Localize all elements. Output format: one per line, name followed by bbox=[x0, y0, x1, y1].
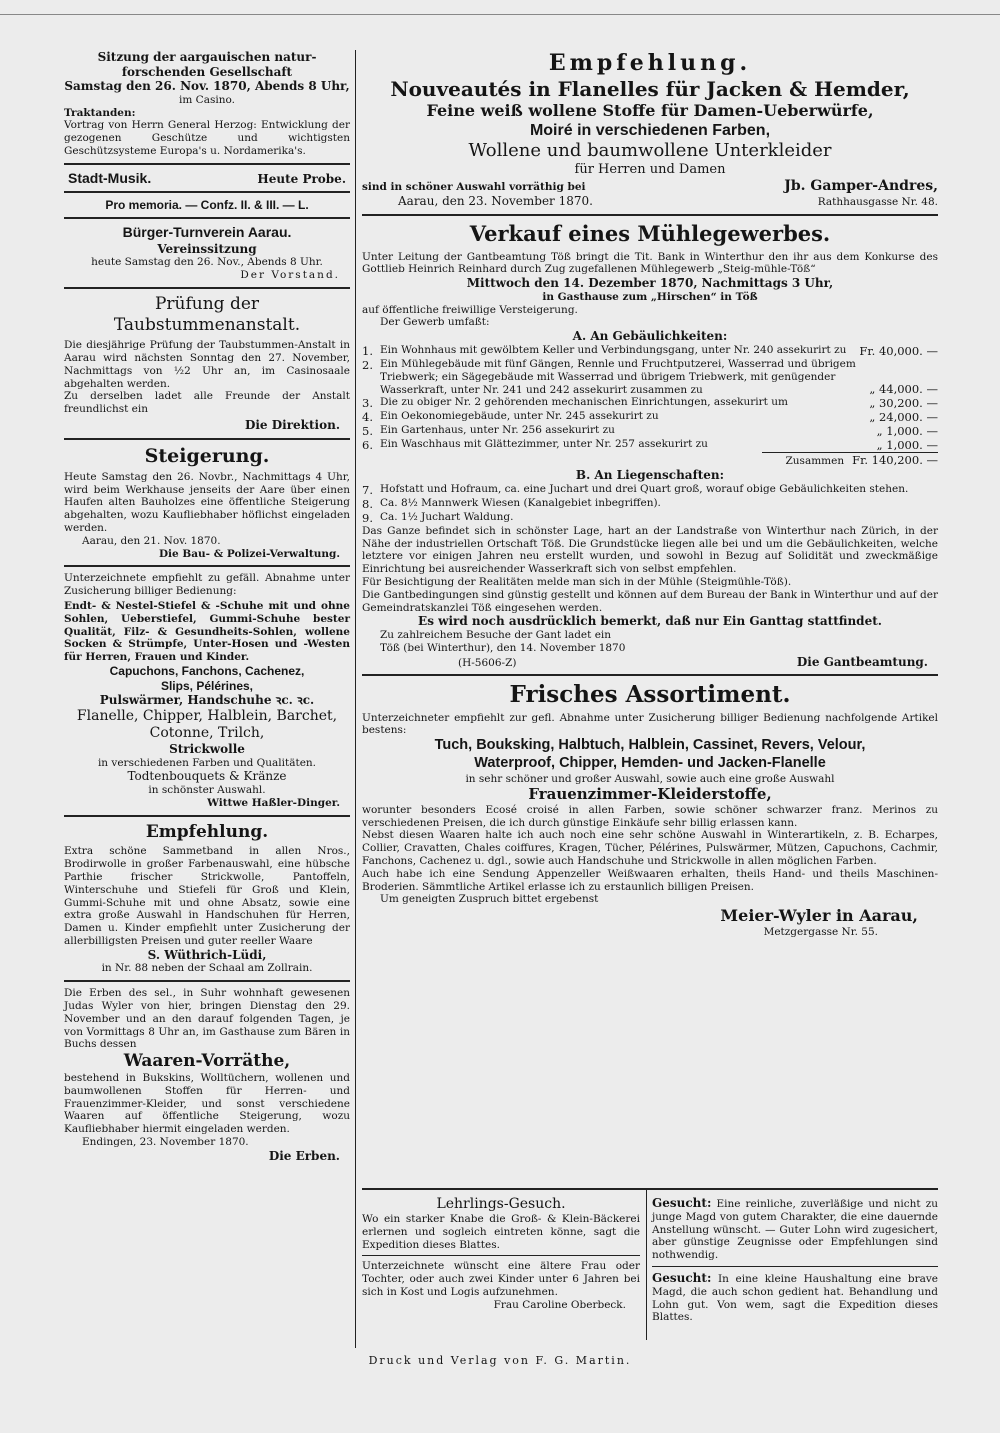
verkauf-total-row bbox=[762, 452, 938, 468]
hassler-line-2: Slips, Pélérines, bbox=[160, 678, 254, 693]
gesucht1-head: Gesucht: bbox=[652, 1196, 712, 1210]
verkauf-date-1: Mittwoch den 14. Dezember 1870, Nachmittags 3 Uhr, bbox=[466, 276, 834, 291]
hassler-line-1: Capuchons, Fanchons, Cachenez, bbox=[109, 663, 305, 678]
gesucht1 bbox=[652, 1196, 938, 1262]
pruefung-text-2: Zu derselben ladet alle Freunde der Anstalt freundlichst ein bbox=[64, 390, 350, 416]
ad-empfehlung-wuethrich bbox=[64, 822, 350, 976]
divider bbox=[362, 1188, 938, 1190]
box-left bbox=[362, 1196, 640, 1312]
divider bbox=[362, 674, 938, 676]
steigerung-sign: Die Bau- & Polizei-Verwaltung. bbox=[158, 547, 340, 560]
stadtmusik-text: Heute Probe. bbox=[257, 171, 346, 186]
ad-erben bbox=[64, 987, 350, 1163]
steigerung-text: Heute Samstag den 26. Novbr., Nachmittags 4 Uhr, wird beim Werkhause jenseits der Aare über einen Haufen alten Bauholzes eine öffentliche Steigerung abgehalten, wozu Kaufliebhaber höflichst eingeladen werden. bbox=[64, 470, 350, 535]
divider bbox=[64, 163, 350, 165]
frisches-line-1: Tuch, Bouksking, Halbtuch, Halblein, Cassinet, Revers, Velour, bbox=[434, 737, 866, 754]
divider bbox=[64, 438, 350, 440]
hassler-sign: Wittwe Haßler-Dinger. bbox=[207, 796, 340, 809]
divider bbox=[64, 217, 350, 219]
turnverein-text: heute Samstag den 26. Nov., Abends 8 Uhr. bbox=[91, 256, 323, 269]
list-item: 2. Ein Mühlegebäude mit fünf Gängen, Rennle und Fruchtputzerei, Wasserrad und übrigem Triebwerk; ein Sägegebäude mit Wasserrad und übrigem Triebwerk, mit genügender Wasserkraft, unter Nr. 241 und 242 assekurirt zusammen zu „ 44,000. — bbox=[362, 357, 938, 397]
left-column bbox=[64, 50, 350, 1163]
sitzung-place: im Casino. bbox=[179, 93, 235, 106]
frisches-line-3: in sehr schöner und großer Auswahl, sowie auch eine große Auswahl bbox=[465, 772, 835, 785]
verkauf-sign: Die Gantbeamtung. bbox=[796, 654, 928, 669]
verkauf-code: (H-5606-Z) bbox=[458, 656, 517, 669]
ad-gamper bbox=[362, 50, 938, 208]
divider bbox=[362, 1255, 640, 1256]
list-item: 7. Hofstatt und Hofraum, ca. eine Juchart und drei Quart groß, worauf obige Gebäulichkeiten stehen. bbox=[362, 482, 909, 497]
empf-sign: S. Wüthrich-Lüdi, bbox=[147, 947, 267, 962]
frisches-p3: Auch habe ich eine Sendung Appenzeller Weißwaaren erhalten, theils Hand- und theils Maschinen-Broderien. Sämmtliche Artikel erlasse ich zu erstaunlich billigen Preisen. bbox=[362, 867, 938, 893]
verkauf-zusammen: Zusammen bbox=[785, 455, 845, 468]
pruefung-text: Die diesjährige Prüfung der Taubstummen-Anstalt in Aarau wird nächsten Sonntag den 27. November, Nachmittags von ½2 Uhr an, im Casinosaale abgehalten werden. bbox=[64, 339, 350, 390]
verkauf-p4: Es wird noch ausdrücklich bemerkt, daß nur Ein Ganttag stattfindet. bbox=[418, 614, 882, 629]
gamper-line-5: für Herren und Damen bbox=[574, 162, 726, 178]
gamper-title: Empfehlung. bbox=[548, 50, 752, 76]
sitzung-text: Vortrag von Herrn General Herzog: Entwicklung der gezogenen Geschütze und wichtigsten Geschützsysteme Europa's u. Nordamerika's. bbox=[64, 119, 350, 158]
verkauf-title: Verkauf eines Mühlegewerbes. bbox=[469, 221, 831, 247]
verkauf-umfasst: Der Gewerb umfaßt: bbox=[380, 316, 490, 329]
lehrling-title: Lehrlings-Gesuch. bbox=[436, 1196, 566, 1212]
verkauf-total: Fr. 140,200. — bbox=[852, 453, 938, 468]
erben-text-2: bestehend in Bukskins, Wolltüchern, wollenen und baumwollenen Stoffen für Herren- und Frauenzimmer-Kleider, und sonst verschiedene Waaren auf öffentliche Steigerung, wozu Kaufliebhaber hiermit eingeladen werden. bbox=[64, 1071, 350, 1136]
hassler-line-6: Strickwolle bbox=[169, 742, 245, 757]
hassler-line-3: Pulswärmer, Handschuhe ꝛc. ꝛc. bbox=[99, 693, 315, 708]
verkauf-sign-row bbox=[362, 655, 938, 669]
verkauf-p6: Töß (bei Winterthur), den 14. November 1870 bbox=[380, 641, 626, 654]
empf-title: Empfehlung. bbox=[145, 821, 269, 842]
gesucht2-text: In eine kleine Haushaltung eine brave Magd, die auch schon gedient hat. Behandlung und Lohn gut. Von wem, sagt die Expedition dieses Blattes. bbox=[652, 1272, 938, 1324]
gamper-date: Aarau, den 23. November 1870. bbox=[398, 194, 593, 209]
ad-verkauf bbox=[362, 221, 938, 669]
list-item: 9. Ca. 1½ Juchart Waldung. bbox=[362, 510, 514, 525]
divider bbox=[64, 980, 350, 982]
pruefung-title: Prüfung der Taubstummenanstalt. bbox=[113, 293, 301, 335]
list-item: 3. Die zu obiger Nr. 2 gehörenden mechanischen Einrichtungen, assekurirt um „ 30,200. — bbox=[362, 396, 938, 411]
hassler-line-4: Flanelle, Chipper, Halblein, Barchet, bbox=[76, 707, 338, 724]
pruefung-sign: Die Direktion. bbox=[244, 418, 340, 433]
divider bbox=[362, 214, 938, 216]
erben-date: Endingen, 23. November 1870. bbox=[82, 1135, 249, 1148]
verkauf-items-a bbox=[362, 344, 938, 468]
hassler-line-7: in verschiedenen Farben und Qualitäten. bbox=[97, 756, 317, 769]
divider bbox=[64, 287, 350, 289]
bottom-divider bbox=[646, 1188, 647, 1340]
ad-steigerung bbox=[64, 445, 350, 561]
verkauf-section-a: A. An Gebäulichkeiten: bbox=[572, 329, 728, 344]
erben-sign: Die Erben. bbox=[268, 1148, 340, 1163]
frisches-title: Frisches Assortiment. bbox=[509, 680, 791, 708]
verkauf-items-b bbox=[362, 483, 938, 525]
divider bbox=[652, 1266, 938, 1267]
gesucht2-head: Gesucht: bbox=[652, 1270, 712, 1285]
gamper-line-6a: sind in schöner Auswahl vorräthig bei bbox=[362, 181, 586, 194]
ad-stadtmusik bbox=[64, 170, 350, 186]
erben-text: Die Erben des sel., in Suhr wohnhaft gewesenen Judas Wyler von hier, bringen Dienstag den 29. November und an den darauf folgenden Tagen, je von Vormittags 8 Uhr an, im Gasthause zum Bären in Buchs dessen bbox=[64, 987, 350, 1051]
verkauf-date-2: in Gasthause zum „Hirschen“ in Töß bbox=[542, 290, 758, 303]
gamper-line-6b: Jb. Gamper-Andres, bbox=[784, 178, 938, 195]
oberbeck-sign: Frau Caroline Oberbeck. bbox=[493, 1298, 626, 1311]
sitzung-traktanden: Traktanden: bbox=[64, 106, 136, 119]
divider bbox=[64, 565, 350, 567]
gesucht2 bbox=[652, 1271, 938, 1324]
empf-text: Extra schöne Sammetband in allen Nros., Brodirwolle in großer Farbenauswahl, eine hübsche Parthie frischer Strickwolle, Pantoffeln, Winterschuhe und Stiefeli für Groß und Klein, Gummi-Schuhe mit und ohne Absatz, sowie eine extra große Auswahl in Handschuhen für Herren, Damen u. Kinder empfiehlt unter Zusicherung der allerbilligsten Preisen und guter reeller Waare bbox=[64, 845, 350, 947]
verkauf-p5: Zu zahlreichem Besuche der Gant ladet ein bbox=[380, 629, 612, 642]
turnverein-sign: Der Vorstand. bbox=[240, 268, 340, 281]
sitzung-date: Samstag den 26. Nov. 1870, Abends 8 Uhr, bbox=[64, 79, 350, 94]
list-item: 8. Ca. 8½ Mannwerk Wiesen (Kanalgebiet inbegriffen). bbox=[362, 496, 661, 511]
frisches-intro: Unterzeichneter empfiehlt zur gefl. Abnahme unter Zusicherung billiger Bedienung nachfolgende Artikel bestens: bbox=[362, 711, 938, 737]
pro-memoria: Pro memoria. — Confz. II. & III. — L. bbox=[105, 197, 309, 212]
ad-turnverein bbox=[64, 224, 350, 281]
frisches-p4: Um geneigten Zuspruch bittet ergebenst bbox=[380, 893, 599, 906]
frisches-line-4: Frauenzimmer-Kleiderstoffe, bbox=[528, 785, 772, 804]
turnverein-title: Bürger-Turnverein Aarau. bbox=[122, 224, 292, 241]
empf-addr: in Nr. 88 neben der Schaal am Zollrain. bbox=[101, 962, 313, 975]
ad-frisches bbox=[362, 681, 938, 939]
verkauf-intro: Unter Leitung der Gantbeamtung Töß bringt die Tit. Bank in Winterthur den ihr aus dem Konkurse des Gottlieb Heinrich Reinhard durch Zug zugefallenen Mühlegewerb „Steig-mühle-Töß“ bbox=[362, 250, 938, 276]
gesucht1-text: Eine reinliche, zuverläßige und nicht zu junge Magd von gutem Charakter, die eine dauernde Anstellung wünscht. — Guter Lohn wird zugesichert, aber günstige Zeugnisse oder Empfehlungen sind nothwendig. bbox=[652, 1198, 938, 1262]
divider bbox=[64, 191, 350, 193]
turnverein-sub: Vereinssitzung bbox=[157, 241, 257, 256]
ad-pruefung bbox=[64, 294, 350, 433]
oberbeck-text: Unterzeichnete wünscht eine ältere Frau oder Tochter, oder auch zwei Kinder unter 6 Jahren bei sich in Kost und Logis aufzunehmen. bbox=[362, 1260, 640, 1299]
hassler-line-8: Todtenbouquets & Kränze bbox=[127, 769, 287, 784]
verkauf-section-b: B. An Liegenschaften: bbox=[575, 468, 725, 483]
gamper-addr: Rathhausgasse Nr. 48. bbox=[817, 196, 938, 209]
verkauf-p2: Für Besichtigung der Realitäten melde man sich in der Mühle (Steigmühle-Töß). bbox=[362, 576, 792, 589]
steigerung-title: Steigerung. bbox=[144, 444, 270, 467]
ad-hassler bbox=[64, 572, 350, 809]
gamper-line-1: Nouveautés in Flanelles für Jacken & Hemder, bbox=[390, 76, 910, 101]
gamper-line-4: Wollene und baumwollene Unterkleider bbox=[468, 140, 832, 162]
bottom-ads bbox=[362, 1188, 938, 1340]
steigerung-date: Aarau, den 21. Nov. 1870. bbox=[82, 534, 221, 547]
verkauf-p1: Das Ganze befindet sich in schönster Lage, hart an der Landstraße von Winterthur nach Zürich, in der Nähe der industriellen Ortschaft Töß. Die Grundstücke liegen alle bei und um die Gebäulichkeiten, welche letztere vor einigen Jahren neu erstellt wurden, und sowohl in Bezug auf Solidität und zweckmäßige Einrichtung bei ausreichender Wasserkraft sich von selbst empfehlen. bbox=[362, 524, 938, 576]
gamper-line-2: Feine weiß wollene Stoffe für Damen-Ueberwürfe, bbox=[426, 101, 874, 121]
frisches-p1: worunter besonders Ecosé croisé in allen Farben, sowie schöner schwarzer franz. Merinos zu verschiedenen Preisen, die ich durch günstige Einkäufe sehr billig erlassen kann. bbox=[362, 803, 938, 829]
page-border-top bbox=[0, 14, 1000, 15]
box-right bbox=[652, 1196, 938, 1324]
gamper-line-3: Moiré in verschiedenen Farben, bbox=[529, 121, 771, 139]
ad-sitzung bbox=[64, 50, 350, 158]
right-column bbox=[362, 50, 938, 938]
list-item: 4. Ein Oekonomiegebäude, unter Nr. 245 assekurirt zu „ 24,000. — bbox=[362, 410, 938, 425]
gamper-row bbox=[362, 178, 938, 194]
erben-title: Waaren-Vorräthe, bbox=[123, 1051, 291, 1072]
list-item: 5. Ein Gartenhaus, unter Nr. 256 assekurirt zu „ 1,000. — bbox=[362, 424, 938, 439]
lehrling-text: Wo ein starker Knabe die Groß- & Klein-Bäckerei erlernen und sogleich eintreten könne, sagt die Expedition dieses Blattes. bbox=[362, 1213, 640, 1251]
hassler-items: Endt- & Nestel-Stiefel & -Schuhe mit und ohne Sohlen, Ueberstiefel, Gummi-Schuhe bester Qualität, Filz- & Gesundheits-Sohlen, wollene Socken & Strümpfe, Unter-Hosen und -Westen für Herren, Frauen und Kinder. bbox=[64, 600, 350, 664]
sitzung-title-2: forschenden Gesellschaft bbox=[121, 64, 293, 79]
frisches-sign: Meier-Wyler in Aarau, bbox=[720, 906, 918, 926]
hassler-line-5: Cotonne, Trilch, bbox=[149, 724, 265, 741]
verkauf-date-3: auf öffentliche freiwillige Versteigerung. bbox=[362, 303, 578, 316]
column-divider bbox=[355, 50, 356, 1348]
verkauf-p3: Die Gantbedingungen sind günstig gestellt und können auf dem Bureau der Bank in Winterthur und auf der Gemeindratskanzlei Töß eingesehen werden. bbox=[362, 588, 938, 614]
stadtmusik-title: Stadt-Musik. bbox=[68, 169, 152, 186]
footer-imprint: Druck und Verlag von F. G. Martin. bbox=[368, 1354, 632, 1367]
frisches-addr: Metzgergasse Nr. 55. bbox=[763, 925, 878, 938]
hassler-intro: Unterzeichnete empfiehlt zu gefäll. Abnahme unter Zusicherung billiger Bedienung: bbox=[64, 572, 350, 598]
frisches-line-2: Waterproof, Chipper, Hemden- und Jacken-Flanelle bbox=[474, 754, 826, 771]
hassler-line-9: in schönster Auswahl. bbox=[148, 784, 266, 797]
list-item: 6. Ein Waschhaus mit Glättezimmer, unter Nr. 257 assekurirt zu „ 1,000. — bbox=[362, 438, 938, 453]
sitzung-title-1: Sitzung der aargauischen natur- bbox=[97, 50, 317, 64]
list-item: 1. Ein Wohnhaus mit gewölbtem Keller und Verbindungsgang, unter Nr. 240 assekurirt zu Fr. 40,000. — bbox=[362, 343, 938, 358]
divider bbox=[64, 815, 350, 817]
gamper-row-2 bbox=[362, 194, 938, 208]
frisches-p2: Nebst diesen Waaren halte ich auch noch eine sehr schöne Auswahl in Winterartikeln, z. B. Echarpes, Collier, Cravatten, Chales coiffures, Kragen, Tücher, Pélérines, Pulswärmer, Mützen, Capuchons, Cachmir, Fanchons, Cachenez u. dgl., sowie auch Handschuhe und Strickwolle in allen möglichen Farben. bbox=[362, 829, 938, 867]
